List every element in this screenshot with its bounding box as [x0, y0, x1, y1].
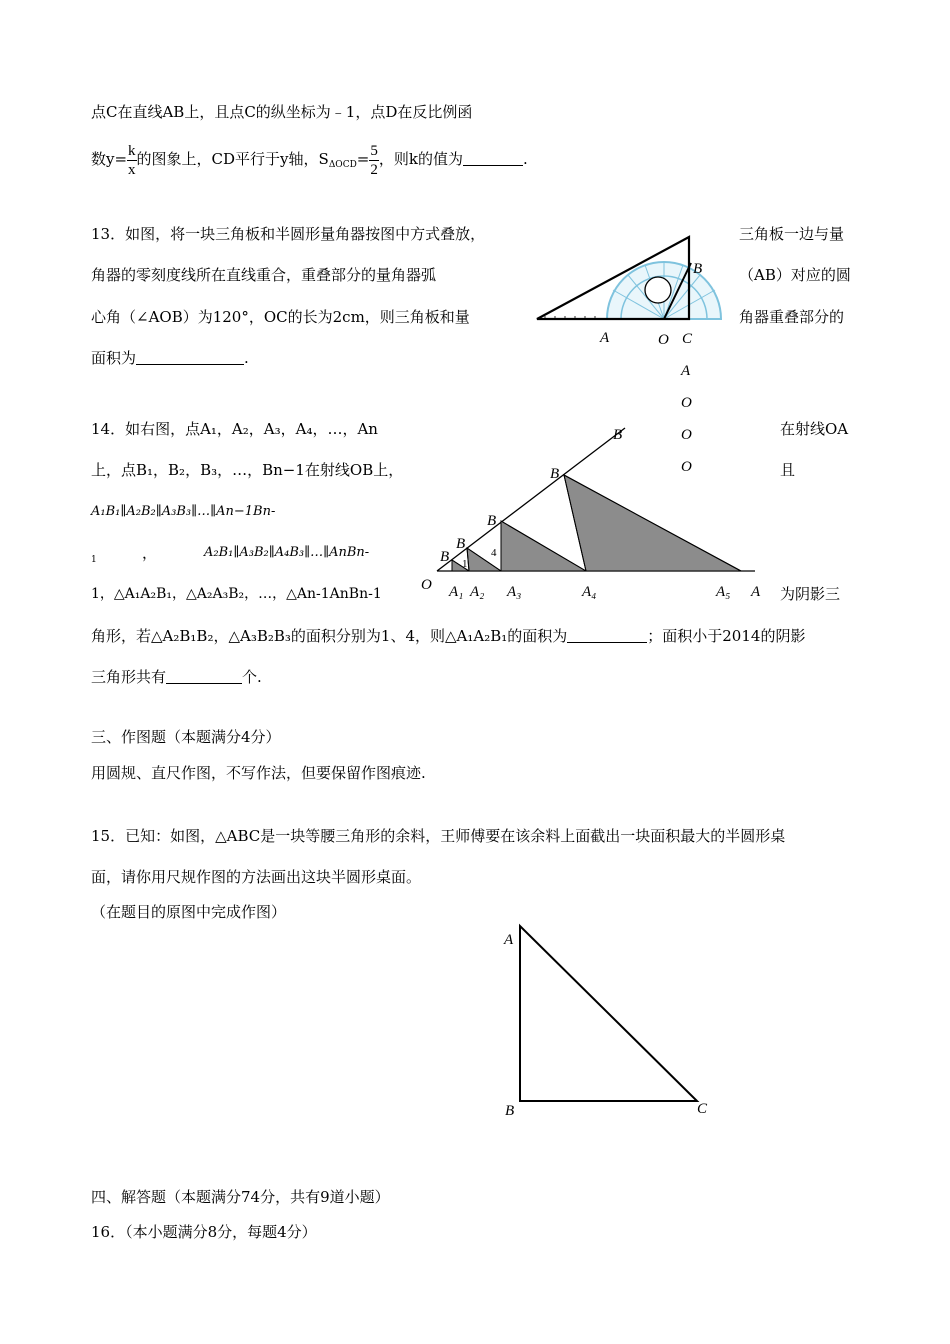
k-over-x-fraction: $\frac{k}{x}$ [128, 142, 136, 178]
area-subscript: ΔOCD [328, 160, 357, 170]
q13-label-A: A [600, 330, 610, 346]
q14-label-A3: A₃ [507, 584, 522, 600]
q15-label-B: B [505, 1103, 515, 1119]
q13-line3: 心角（∠AOB）为120°，OC的长为2cm，则三角板和量 [91, 308, 470, 326]
q13-col-label: O [681, 427, 692, 443]
q13-col-label: A [681, 363, 691, 379]
q13-line4: 面积为 . [91, 349, 249, 367]
q14-label-A5: A₅ [716, 584, 731, 600]
section4-title: 四、解答题（本题满分74分，共有9道小题） [91, 1188, 390, 1206]
q16-header: 16．（本小题满分8分，每题4分） [91, 1223, 317, 1241]
q15-line2: 面，请你用尺规作图的方法画出这块半圆形桌面。 [91, 868, 422, 886]
q14-line5: 1，△A₁A₂B₁，△A₂A₃B₂，…，△An-1AnBn-1 [91, 586, 382, 602]
q14-area-1: 1 [462, 558, 468, 570]
q14-line4b: ， [142, 544, 158, 562]
q14-label-A: A [751, 584, 761, 600]
q14-line2-right: 且 [780, 461, 796, 479]
q15-label-C: C [697, 1101, 708, 1117]
triangle-ABC [520, 926, 697, 1101]
q14-line7: 三角形共有 个. [91, 668, 262, 686]
q14-label-B2: B [456, 536, 466, 552]
q14-line3: A₁B₁∥A₂B₂∥A₃B₃∥…∥An−1Bn- [91, 504, 276, 519]
q14-line4a: 1 [91, 555, 97, 565]
q15-label-A: A [504, 932, 514, 948]
q14-label-A2: A₂ [470, 584, 485, 600]
section3-title: 三、作图题（本题满分4分） [91, 728, 281, 746]
q13-line1: 13．如图，将一块三角板和半圆形量角器按图中方式叠放， [91, 225, 486, 243]
q14-label-A1: A₁ [449, 584, 464, 600]
q13-line2-right: （AB）对应的圆 [739, 266, 851, 284]
q14-label-B4: B [550, 466, 560, 482]
q13-line2: 角器的零刻度线所在直线重合，重叠部分的量角器弧 [91, 266, 437, 284]
q14-label-B1: B [440, 549, 450, 565]
q14-line1-right: 在射线OA [780, 420, 849, 438]
q13-label-B: B [693, 261, 703, 277]
q13-col-label: O [681, 459, 692, 475]
q15-line3: （在题目的原图中完成作图） [91, 903, 287, 921]
section3-note: 用圆规、直尺作图，不写作法，但要保留作图痕迹. [91, 764, 426, 782]
q14-area-4: 4 [491, 547, 497, 559]
q14-line2: 上，点B₁，B₂，B₃，…，Bn−1在射线OB上， [91, 461, 404, 479]
q13-label-C: C [682, 331, 693, 347]
q12-line2: 数y= $\frac{k}{x}$ 的图象上，CD平行于y轴，$S_{\Delta OCD}=$ $\frac{5}{2}$ ，则k的值为 . [91, 142, 528, 178]
q14-label-B: B [613, 427, 623, 443]
q14-label-A4: A₄ [582, 584, 597, 600]
five-halves-fraction: $\frac{5}{2}$ [370, 142, 378, 178]
q13-line1-right: 三角板一边与量 [739, 225, 845, 243]
q14-line1: 14．如右图，点A₁，A₂，A₃，A₄，…，An [91, 420, 378, 438]
q14-line6: 角形，若△A₂B₁B₂，△A₃B₂B₃的面积分别为1、4，则△A₁A₂B₁的面积为 ；面积小于2014的阴影 [91, 627, 806, 645]
q14-line4c: A₂B₁∥A₃B₂∥A₄B₃∥…∥AnBn- [204, 545, 370, 560]
q14-label-B3: B [487, 513, 497, 529]
q13-line3-right: 角器重叠部分的 [739, 308, 845, 326]
q13-label-O: O [658, 332, 669, 348]
q14-label-O: O [421, 577, 432, 593]
q13-col-label: O [681, 395, 692, 411]
q15-line1: 15．已知：如图，△ABC是一块等腰三角形的余料，王师傅要在该余料上面截出一块面积最大的半圆形桌 [91, 827, 786, 845]
q14-line5-right: 为阴影三 [780, 585, 841, 603]
q12-line1: 点C在直线AB上，且点C的纵坐标为﹣1，点D在反比例函 [91, 103, 473, 121]
